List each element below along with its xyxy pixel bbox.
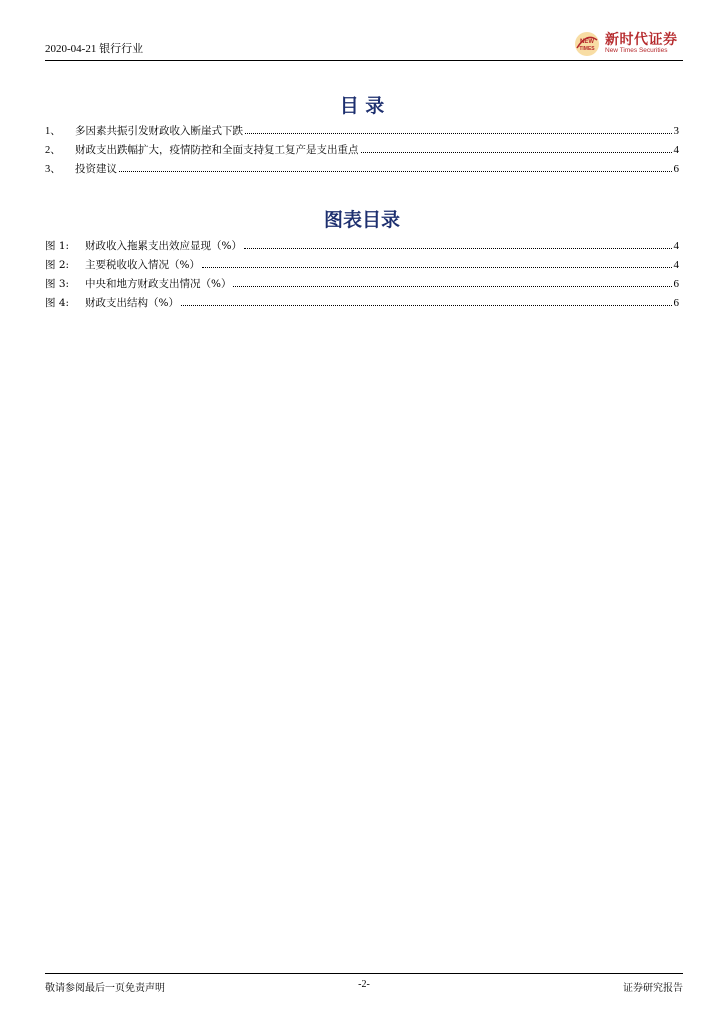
toc-leader-dots	[244, 248, 672, 249]
svg-text:NEW: NEW	[580, 39, 594, 45]
toc-leader-dots	[245, 133, 672, 134]
figure-entry-page[interactable]: 6	[673, 278, 679, 290]
figures-title: 图表目录	[323, 209, 400, 231]
logo-english-name: New Times Securities	[605, 47, 668, 54]
figure-entry-title[interactable]: 中央和地方财政支出情况（%）	[85, 278, 232, 290]
toc-entry-page[interactable]: 6	[673, 163, 679, 175]
toc-entry[interactable]	[45, 142, 679, 161]
figure-entry-number: 图 4:	[45, 297, 70, 309]
toc-entry[interactable]	[45, 161, 679, 180]
toc-entry-number: 2、	[45, 145, 61, 156]
figure-entry-page[interactable]: 4	[673, 240, 679, 252]
toc-leader-dots	[181, 305, 672, 306]
page-footer	[45, 973, 683, 994]
toc-leader-dots	[119, 171, 672, 172]
toc-leader-dots	[361, 152, 672, 153]
toc-entry[interactable]	[45, 123, 679, 142]
toc-leader-dots	[233, 286, 671, 287]
page-header	[45, 26, 683, 61]
page-number: -2-	[358, 979, 370, 990]
svg-text:TIMES: TIMES	[579, 46, 595, 52]
figure-entry-title[interactable]: 主要税收收入情况（%）	[85, 259, 200, 271]
toc-leader-dots	[202, 267, 672, 268]
figure-entry[interactable]	[45, 276, 679, 295]
company-logo	[573, 26, 683, 58]
figure-entry[interactable]	[45, 295, 679, 314]
toc-entry-title[interactable]: 财政支出跌幅扩大，疫情防控和全面支持复工复产是支出重点	[75, 144, 359, 156]
figure-entry-number: 图 3:	[45, 278, 70, 290]
report-type: 证券研究报告	[623, 983, 683, 994]
toc-entry-page[interactable]: 4	[673, 144, 679, 156]
figure-entry-page[interactable]: 4	[673, 259, 679, 271]
toc-list	[45, 123, 679, 180]
disclaimer-note: 敬请参阅最后一页免责声明	[45, 983, 165, 994]
toc-entry-title[interactable]: 多因素共振引发财政收入断崖式下跌	[75, 125, 243, 137]
toc-title: 目 录	[339, 95, 385, 117]
figures-list	[45, 238, 679, 314]
toc-entry-number: 1、	[45, 126, 61, 137]
toc-entry-number: 3、	[45, 164, 61, 175]
toc-entry-title[interactable]: 投资建议	[75, 163, 117, 175]
header-date-sector: 2020-04-21 银行行业	[45, 43, 144, 55]
figure-entry[interactable]	[45, 238, 679, 257]
figure-entry-title[interactable]: 财政支出结构（%）	[85, 297, 179, 309]
figure-entry-number: 图 2:	[45, 259, 70, 271]
figure-entry[interactable]	[45, 257, 679, 276]
toc-entry-page[interactable]: 3	[673, 125, 679, 137]
figure-entry-title[interactable]: 财政收入拖累支出效应显现（%）	[85, 240, 242, 252]
logo-chinese-name: 新时代证券	[605, 32, 678, 48]
figure-entry-page[interactable]: 6	[673, 297, 679, 309]
figure-entry-number: 图 1:	[45, 240, 70, 252]
logo-mark-icon	[573, 30, 601, 58]
